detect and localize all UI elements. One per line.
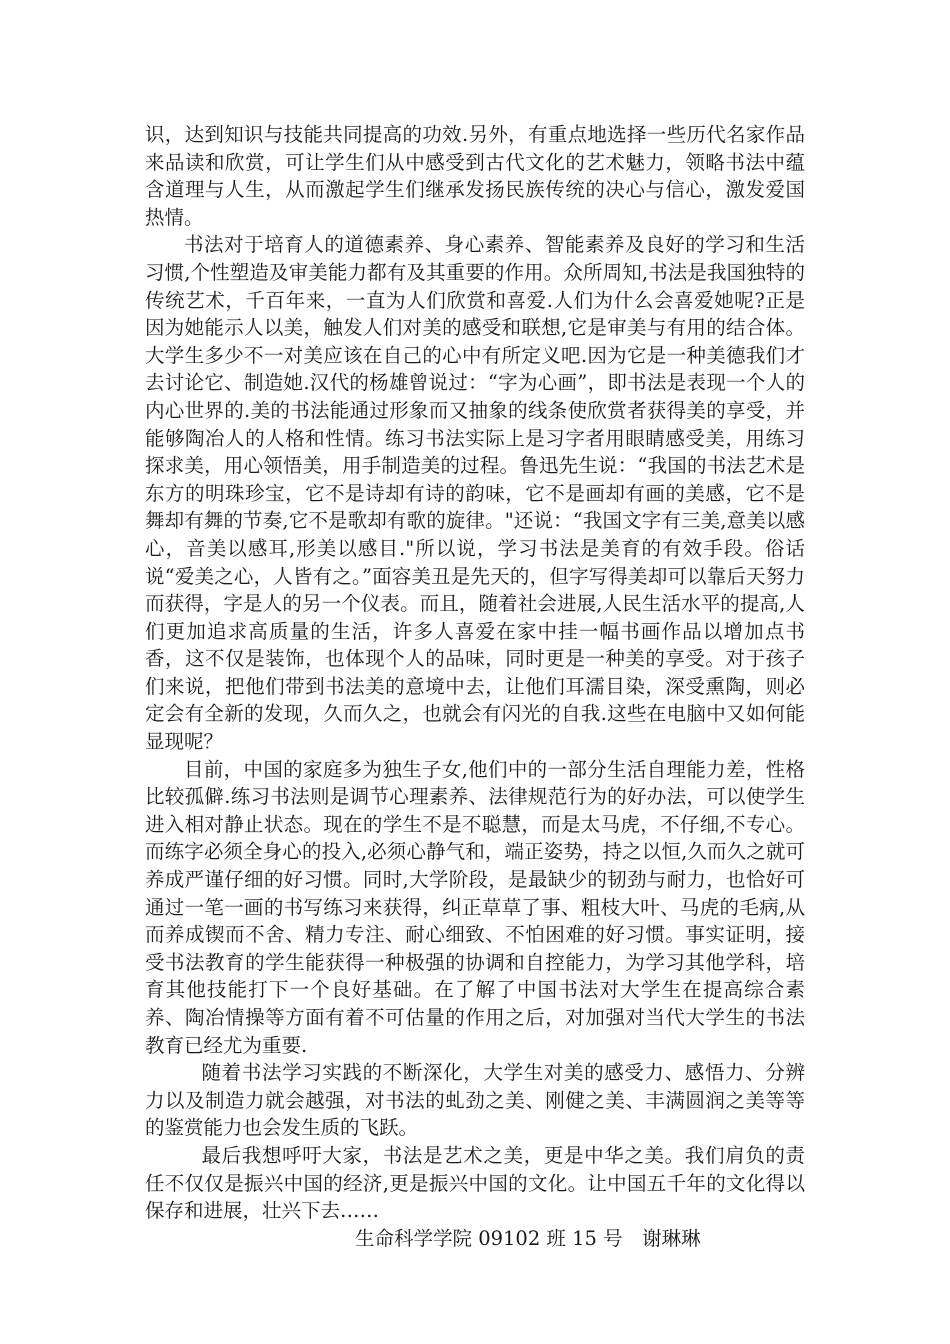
paragraph-5: 最后我想呼吁大家，书法是艺术之美，更是中华之美。我们肩负的责任不仅仅是振兴中国的经济,更是振兴中国的文化。让中国五千年的文化得以保存和进展，壮兴下去…… [145,1143,805,1223]
paragraph-3: 目前，中国的家庭多为独生子女,他们中的一部分生活自理能力差，性格比较孤僻.练习书法则是调节心理素养、法律规范行为的好办法，可以使学生进入相对静止状态。现在的学生不是不聪慧，而是太马虎，不仔细,不专心。而练字必须全身心的投入,必须心静气和，端正姿势，持之以恒,久而久之就可养成严谨仔细的好习惯。同时,大学阶段，是最缺少的韧劲与耐力，也恰好可通过一笔一画的书写练习来获得，纠正草草了事、粗枝大叶、马虎的毛病,从而养成锲而不舍、精力专注、耐心细致、不怕困难的好习惯。事实证明，接受书法教育的学生能获得一种极强的协调和自控能力，为学习其他学科，培育其他技能打下一个良好基础。在了解了中国书法对大学生在提高综合素养、陶冶情操等方面有着不可估量的作用之后，对加强对当代大学生的书法教育已经尤为重要. [145,757,805,1057]
paragraph-4: 随着书法学习实践的不断深化，大学生对美的感受力、感悟力、分辨力以及制造力就会越强，对书法的虬劲之美、刚健之美、丰满圆润之美等等的鉴赏能力也会发生质的飞跃。 [145,1061,805,1140]
document-page [145,121,805,1252]
paragraph-2: 书法对于培育人的道德素养、身心素养、智能素养及良好的学习和生活习惯,个性塑造及审美能力都有及其重要的作用。众所周知,书法是我国独特的传统艺术，千百年来，一直为人们欣赏和喜爱.人们为什么会喜爱她呢?正是因为她能示人以美，触发人们对美的感受和联想,它是审美与有用的结合体。大学生多少不一对美应该在自己的心中有所定义吧.因为它是一种美德我们才去讨论它、制造她.汉代的杨雄曾说过：“字为心画”，即书法是表现一个人的内心世界的.美的书法能通过形象而又抽象的线条使欣赏者获得美的享受，并能够陶冶人的人格和性情。练习书法实际上是习字者用眼睛感受美，用练习探求美，用心领悟美，用手制造美的过程。鲁迅先生说：“我国的书法艺术是东方的明珠珍宝，它不是诗却有诗的韵味，它不是画却有画的美感，它不是舞却有舞的节奏,它不是歌却有歌的旋律。"还说：“我国文字有三美,意美以感心，音美以感耳,形美以感目."所以说，学习书法是美育的有效手段。俗话说“爱美之心，人皆有之。”面容美丑是先天的，但字写得美却可以靠后天努力而获得，字是人的另一个仪表。而且，随着社会进展,人民生活水平的提高,人们更加追求高质量的生活，许多人喜爱在家中挂一幅书画作品以增加点书香，这不仅是装饰，也体现个人的品味，同时更是一种美的享受。对于孩子们来说，把他们带到书法美的意境中去，让他们耳濡目染，深受熏陶，则必定会有全新的发现，久而久之，也就会有闪光的自我.这些在电脑中又如何能显现呢？ [145,233,805,754]
paragraph-1: 识，达到知识与技能共同提高的功效.另外，有重点地选择一些历代名家作品来品读和欣赏，可让学生们从中感受到古代文化的艺术魅力，领略书法中蕴含道理与人生，从而激起学生们继承发扬民族传统的决心与信心，激发爱国热情。 [145,123,805,229]
author-signature-line: 生命科学学院 09102 班 15 号 谢琳琳 [355,1226,701,1250]
